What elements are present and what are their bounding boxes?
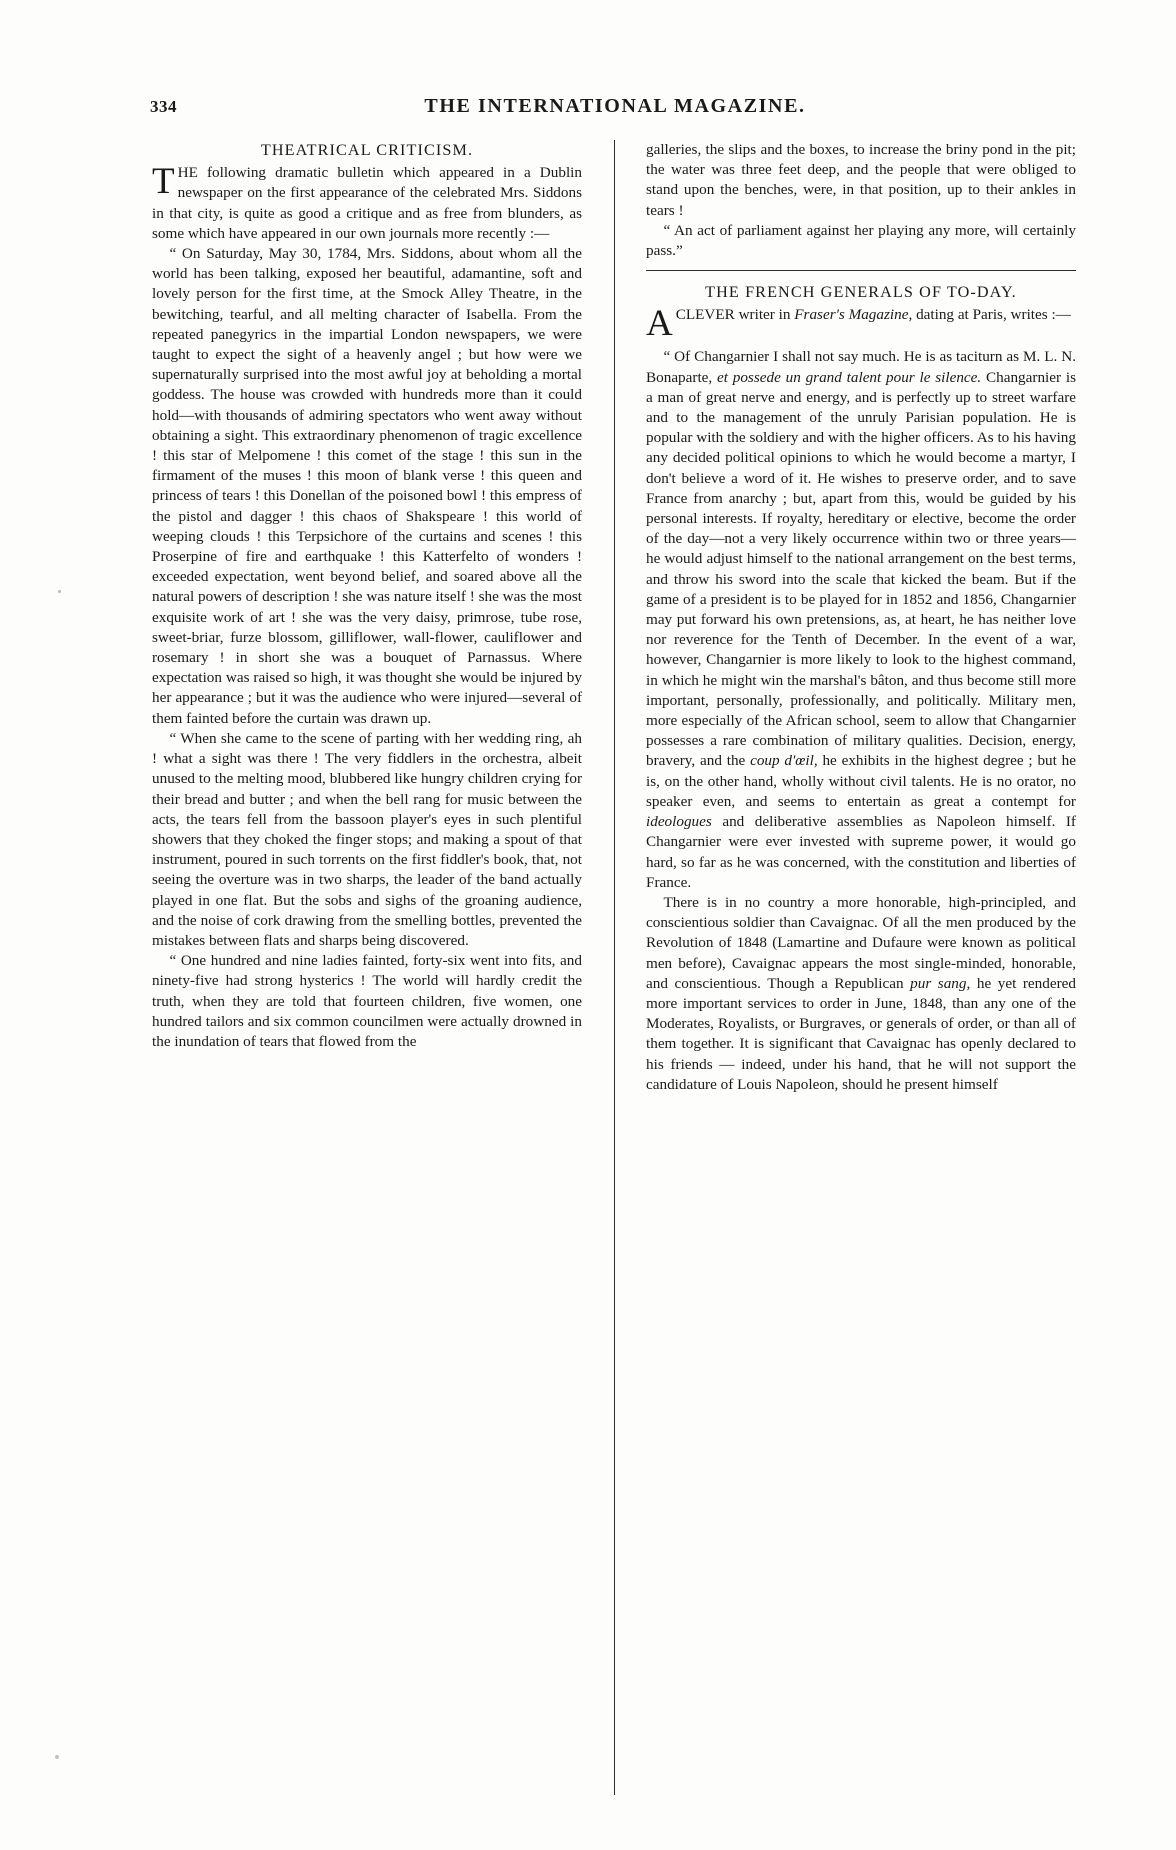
- changarnier-italic-french-1: et possede un grand talent pour le silence.: [717, 368, 982, 386]
- right-section-title: THE FRENCH GENERALS OF TO-DAY.: [705, 283, 1017, 302]
- left-intro-text: HE following dramatic bulletin which appeared in a Dublin newspaper on the first appearance of the celebrated Mrs. Siddons in that city, is quite as good a critique and as free from blunders, as some which have appeared in our own journals more recently :—: [152, 164, 582, 242]
- changarnier-text-d: and deliberative assemblies as Napoleon himself. If Changarnier were ever invested with supreme power, it would go hard, so far as he was concerned, with the constitution and liberties of France.: [646, 813, 1076, 891]
- column-divider-rule: [614, 140, 615, 1795]
- dropcap-letter-a: A: [646, 303, 673, 345]
- changarnier-text-b: Changarnier is a man of great nerve and energy, and is perfectly up to street warfare and to the management of the unruly Parisian population. He is popular with the soldiery and with the higher officers. As to his having any decided political opinions to which he would become a martyr, I don't believe a word of it. He wishes to preserve order, and to save France from anarchy ; but, apart from this, would be guided by his personal interests. If royalty, hereditary or elective, become the order of the day—not a very likely occurrence within two or three years—he would adjust himself to the national arrangement on the best terms, and throw his sword into the scale that kicked the beam. But if the game of a president is to be played for in 1852 and 1856, Changarnier may put forward his own pretensions, as, at heart, he has neither love nor reverence for the Tenth of December. In the event of a war, however, Changarnier is more likely to look to the highest command, in which he might win the marshal's bâton, and thus become still more important, personally, professionally, and politically. Military men, more especially of the African school, seem to allow that Changarnier possesses a rare combination of military qualities. Decision, energy, bravery, and the: [646, 368, 1076, 770]
- right-intro-text-1: CLEVER writer in: [675, 306, 795, 324]
- cavaignac-text-a: There is in no country a more honorable, high-principled, and conscientious soldier than Cavaignac. Of all the men produced by the Revolution of 1848 (Lamartine and Dufaure were known as political men before), Cavaignac appears the most single-minded, honorable, and conscientious. Though a Republican: [646, 893, 1076, 992]
- left-column: [152, 140, 582, 1800]
- changarnier-text-a: “ Of Changarnier I shall not say much. He is as taciturn as M. L. N. Bonaparte,: [646, 348, 1076, 386]
- right-column: [646, 140, 1076, 1800]
- cavaignac-italic-pur-sang: pur sang,: [910, 974, 971, 992]
- right-continuation-paragraph: galleries, the slips and the boxes, to increase the briny pond in the pit; the water was three feet deep, and the people that were obliged to stand upon the benches, were, in that position, up to their ankles in tears !: [646, 141, 1076, 219]
- right-intro-paragraph: [646, 305, 1076, 347]
- page-speck-left: [58, 590, 61, 593]
- changarnier-italic-coup-doeil: coup d'œil,: [750, 752, 818, 770]
- cavaignac-text-b: he yet rendered more important services to order in June, 1848, than any one of the Moderates, Royalists, or Burgraves, or generals of order, or than all of them together. It is significant that Cavaignac has openly declared to his friends — indeed, under his hand, that he will not support the candidature of Louis Napoleon, should he present himself: [646, 974, 1076, 1093]
- right-intro-text-2: dating at Paris, writes :—: [912, 306, 1071, 324]
- page-number: 334: [150, 97, 177, 116]
- right-closing-quote: “ An act of parliament against her playing any more, will certainly pass.”: [646, 221, 1076, 260]
- left-paragraph-1: “ On Saturday, May 30, 1784, Mrs. Siddons, about whom all the world has been talking, exposed her beautiful, adamantine, soft and lovely person for the first time, at the Smock Alley Theatre, in the bewitching, tearful, and all melting character of Isabella. From the repeated panegyrics in the impartial London newspapers, we were taught to expect the sight of a heavenly angel ; but how were we supernaturally surprised into the most awful joy at beholding a mortal goddess. The house was crowded with hundreds more than it could hold—with thousands of admiring spectators who went away without obtaining a sight. This extraordinary phenomenon of tragic excellence ! this star of Melpomene ! this comet of the stage ! this sun in the firmament of the muses ! this moon of blank verse ! this queen and princess of tears ! this Donellan of the poisoned bowl ! this empress of the pistol and dagger ! this chaos of Shakspeare ! this world of weeping clouds ! this Terpsichore of the curtains and scenes ! this Proserpine of fire and earthquake ! this Katterfelto of wonders ! exceeded expectation, went beyond belief, and soared above all the natural powers of description ! she was nature itself ! she was the most exquisite work of art ! she was the very daisy, primrose, tube rose, sweet-briar, furze blossom, gilliflower, wall-flower, cauliflower and rosemary ! in short she was a bouquet of Parnassus. Where expectation was raised so high, it was thought she would be injured by her appearance ; but it was the audience who were injured—several of them fainted before the curtain was drawn up.: [152, 245, 582, 727]
- left-section-title: THEATRICAL CRITICISM.: [260, 141, 474, 159]
- right-intro-italic-magazine: Fraser's Magazine,: [794, 306, 913, 324]
- right-paragraph-cavaignac: [646, 893, 1076, 1095]
- left-paragraph-3: “ One hundred and nine ladies fainted, forty-six went into fits, and ninety-five had strong hysterics ! The world will hardly credit the truth, when they are told that fourteen children, five women, one hundred tailors and six common councilmen were actually drowned in the inundation of tears that flowed from the: [152, 952, 582, 1050]
- dropcap-letter-t: T: [152, 161, 175, 203]
- page-header: [150, 95, 1080, 121]
- running-title: THE INTERNATIONAL MAGAZINE.: [424, 95, 806, 117]
- changarnier-text-c: he exhibits in the highest degree ; but he is, on the other hand, wholly without civil talents. He is no orator, no speaker even, and seems to entertain as great a contempt for: [646, 752, 1076, 810]
- right-paragraph-changarnier: [646, 347, 1076, 892]
- page-speck-bottom-left: [55, 1755, 59, 1759]
- left-intro-paragraph: [152, 163, 582, 244]
- changarnier-italic-ideologues: ideologues: [646, 813, 712, 831]
- two-column-body: [152, 140, 1076, 1800]
- left-paragraph-2: “ When she came to the scene of parting with her wedding ring, ah ! what a sight was there ! The very fiddlers in the orchestra, albeit unused to the melting mood, blubbered like hungry children crying for their bread and butter ; and when the bell rang for music between the acts, the tears fell from the bassoon player's eyes in such plentiful showers that they choked the finger stops; and making a spout of that instrument, poured in such torrents on the first fiddler's book, that, not seeing the overture was in two sharps, the leader of the band actually played in one flat. But the sobs and sighs of the groaning audience, and the noise of cork drawing from the smelling bottles, prevented the mistakes between flats and sharps being discovered.: [152, 729, 582, 949]
- section-separator-rule: [646, 270, 1076, 271]
